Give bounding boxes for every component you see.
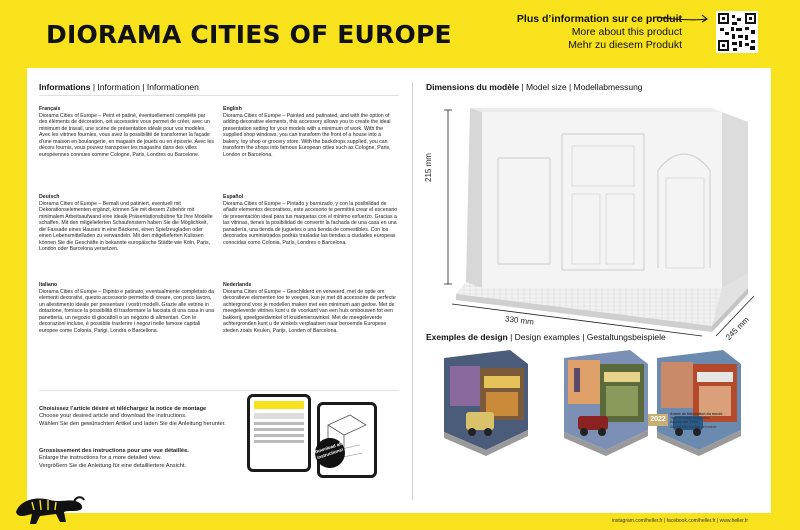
enlarge-instructions-text: Grossissement des instructions pour une vue détaillée. Enlarge the instructions for a more detailed view. Vergrößern Sie die Anleitung für eine detailliertere Ansicht. <box>39 448 189 469</box>
lang-block-en: English Diorama Cities of Europe – Painted and patinated, and with the option of adding decorative elements, this accessory allows you to create the ideal presentation setting for your models with a minimum of work. With the supplied shop windows, you can transform the front of a house into a bakery, toy shop or grocery store. With the backdrops supplied, you can transform the shops into famous European cities such as Cologne, Paris, London or Barcelona. <box>223 106 391 158</box>
dimension-depth: 245 mm <box>724 315 751 342</box>
year-caption: Année de fabrication du moule Year of mould production Baujahr der Form Año de fabricación del molde <box>670 412 723 429</box>
lang-block-de: Deutsch Diorama Cities of Europe – Bemalt und patiniert, eventuell mit Dekorationselementen ergänzt, können Sie mit diesem Zubehör mit minimalem Arbeitsaufwand eine ideale Präsentationsbühne für Ihre Modelle schaffen. Mit den mitgelieferten Schaufenstern haben Sie die Möglichkeit, die Fassade eines Hauses in eine Bäckerei, einen Spielzeugladen oder einen Lebensmittelladen zu verwandeln. Mit den mitgelieferten Kulissen können Sie die Geschäfte in bekannte europäische Städte wie Köln, Paris, London oder Barcelona versetzen. <box>39 194 213 253</box>
tiger-logo-icon <box>10 488 88 526</box>
divider <box>39 95 399 96</box>
design-example-1-image <box>440 350 532 456</box>
header <box>0 0 800 70</box>
more-info-fr: Plus d’information sur ce produit <box>516 13 682 25</box>
page-title: DIORAMA CITIES OF EUROPE <box>46 20 452 49</box>
info-heading: Informations | Information | Informationen <box>39 82 199 92</box>
arrow-icon <box>652 13 712 27</box>
design-example-2-image <box>560 350 652 456</box>
lang-block-es: Español Diorama Cities of Europe – Pintado y barnizado, y con la posibilidad de añadir elementos decorativos, este accesorio te permitirá crear el escenario de presentación ideal para tus maquetas con el mínimo esfuerzo. Gracias a las vitrinas, tienes la posibilidad de convertir la fachada de una casa en una panadería, una tienda de juguetes o una tienda de comestibles. Con los decorados suministrados podrás trasladar las tiendas a ciudades europeas conocidas como Colonia, París, Londres o Barcelona. <box>223 194 398 246</box>
tablet-instructions-list <box>247 394 311 472</box>
more-info-de: Mehr zu diesem Produkt <box>568 39 682 51</box>
dimension-height: 215 mm <box>424 153 433 182</box>
content-sheet <box>27 68 771 513</box>
diorama-model-image <box>422 98 762 343</box>
design-example-3-image <box>653 350 745 456</box>
qr-code-icon[interactable] <box>716 11 758 53</box>
divider <box>39 390 399 391</box>
examples-heading: Exemples de design | Design examples | Gestaltungsbeispiele <box>426 332 666 342</box>
download-instructions-text: Choisissez l’article désiré et téléchargez la notice de montage Choose your desired article and download the instructions. Wählen Sie den gewünschten Artikel und laden Sie die Anleitung herunter. <box>39 406 226 427</box>
year-badge: 2022 <box>648 414 668 426</box>
dimensions-heading: Dimensions du modèle | Model size | Modellabmessung <box>426 82 643 92</box>
lang-block-it: Italiano Diorama Cities of Europe – Dipinto e patinato, eventualmente completato da elementi decorativi, questo accessorio permette di creare, con poco lavoro, un allestimento ideale per presentare i vostri modelli. Grazie alle vetrine in dotazione, fornisce la possibilità di trasformare la facciata di una casa in una panetteria, un negozio di giocattoli o un negozio di alimentari. Con le decorazioni incluse, è possibile trasferire i negozi nelle famose capitali europee come Colonia, Parigi, Londra o Barcellona. <box>39 282 215 334</box>
dimension-width: 330 mm <box>504 314 535 327</box>
more-info-en: More about this product <box>571 26 682 38</box>
lang-block-nl: Nederlands Diorama Cities of Europe – Geschilderd en verweerd, met de optie om decoratieve elementen toe te voegen, kun je met dit accessoire de perfecte achtergrond voor je modellen maken met een minimum aan gedoe. Met de meegeleverde vitrines kunt u de voorkant van een huis ombouwen tot een bakkerij, speelgoedwinkel of kruidenierswinkel. Met de meegeleverde achtergronden kunt u de winkels verplaatsen naar beroemde Europese steden zoals Keulen, Parijs, Londen of Barcelona. <box>223 282 396 334</box>
lang-block-fr: Français Diorama Cities of Europe – Peint et patiné, éventuellement complété par des éléments de décoration, cet accessoire vous permet de créer, avec un minimum de travail, une scène de présentation idéale pour vos modèles. Avec les vitrines fournies, vous avez la possibilité de transformer la façade d’une maison en boulangerie, en magasin de jouets ou en épicerie. Avec les décors fournis, vous pouvez transposer les magasins dans des villes européennes connues comme Cologne, Paris, Londres ou Barcelone. <box>39 106 214 158</box>
download-all-badge[interactable]: Download all instructions! <box>311 434 349 472</box>
footer-social-links[interactable]: instagram.com/heller.fr | facebook.com/heller.fr | www.heller.fr <box>612 518 748 524</box>
column-divider <box>412 82 413 500</box>
